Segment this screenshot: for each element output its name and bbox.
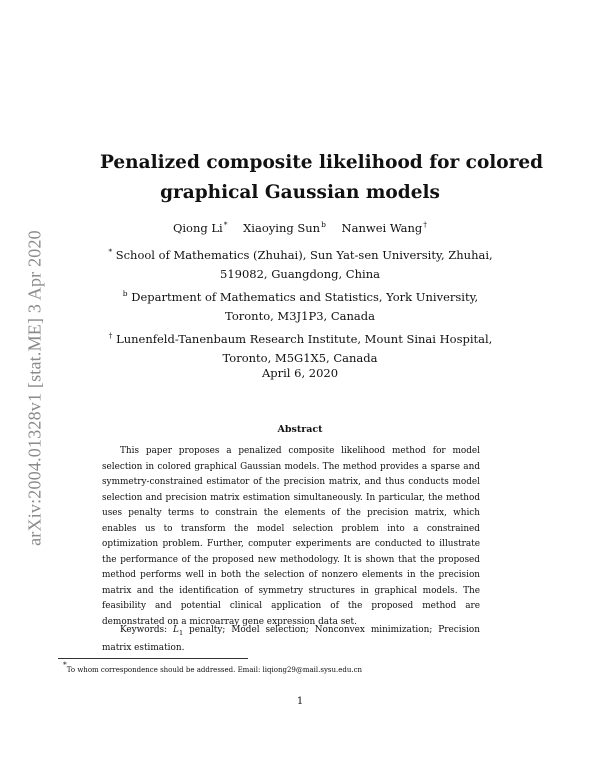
- keywords-text: penalty; Model selection; Nonconvex minimization; Precision matrix estimation.: [102, 625, 480, 654]
- affiliation-mark: b: [122, 289, 128, 298]
- footnote-mark: *: [63, 660, 67, 669]
- affiliation-mark: †: [108, 331, 113, 340]
- author-name: Nanwei Wang: [341, 221, 423, 235]
- author-mark: *: [223, 220, 228, 229]
- keywords-math: L: [173, 625, 179, 635]
- author-mark: †: [423, 220, 428, 229]
- affiliation: [80, 242, 520, 284]
- affiliation-line: Lunenfeld-Tanenbaum Research Institute, Mount Sinai Hospital,: [116, 332, 493, 346]
- title-line: Penalized composite likelihood for colored: [100, 152, 544, 173]
- footnote-rule: [58, 658, 248, 659]
- author-name: Xiaoying Sun: [243, 221, 321, 235]
- affiliation-line: Department of Mathematics and Statistics, York University,: [131, 290, 479, 304]
- affiliation-mark: *: [108, 247, 113, 256]
- author-list: [100, 220, 500, 235]
- abstract-heading: Abstract: [277, 424, 323, 435]
- affiliation: [80, 326, 520, 368]
- author-name: Qiong Li: [172, 221, 223, 235]
- keywords-label: Keywords:: [120, 625, 168, 635]
- arxiv-sidebar: [24, 208, 46, 568]
- keywords: [102, 623, 480, 657]
- affiliation-line: School of Mathematics (Zhuhai), Sun Yat-sen University, Zhuhai,: [115, 248, 493, 262]
- keywords-math-sub: 1: [178, 628, 184, 637]
- title-line: graphical Gaussian models: [160, 182, 440, 203]
- page-number: 1: [296, 696, 304, 707]
- author: [243, 221, 326, 235]
- paper-date: April 6, 2020: [261, 366, 339, 380]
- footnote-text: To whom correspondence should be addressed. Email: liqiong29@mail.sysu.edu.cn: [66, 666, 363, 674]
- affiliation-list: [80, 242, 520, 368]
- footnote: [62, 660, 542, 674]
- affiliation: [80, 284, 520, 326]
- affiliation-line: Toronto, M5G1X5, Canada: [222, 351, 378, 365]
- author: [342, 221, 428, 235]
- author-mark: b: [321, 220, 326, 229]
- affiliation-line: Toronto, M3J1P3, Canada: [225, 309, 375, 323]
- paper-title: [100, 148, 544, 208]
- author: [173, 221, 228, 235]
- arxiv-identifier: arXiv:2004.01328v1 [stat.ME] 3 Apr 2020: [24, 230, 45, 546]
- affiliation-line: 519082, Guangdong, China: [220, 267, 380, 281]
- abstract-text: This paper proposes a penalized composite likelihood method for model selection in colored graphical Gaussian models. The method provides a sparse and symmetry-constrained estimator of the precision matrix, and thus conducts model selection and precision matrix estimation simultaneously. In particular, the method uses penalty terms to constrain the elements of the precision matrix, which enables us to transform the model selection problem into a constrained optimization problem. Further, computer experiments are conducted to illustrate the performance of the proposed new methodology. It is shown that the proposed method performs well in both the selection of nonzero elements in the precision matrix and the identification of symmetry structures in graphical models. The feasibility and potential clinical application of the proposed method are demonstrated on a microarray gene expression data set.: [102, 446, 480, 627]
